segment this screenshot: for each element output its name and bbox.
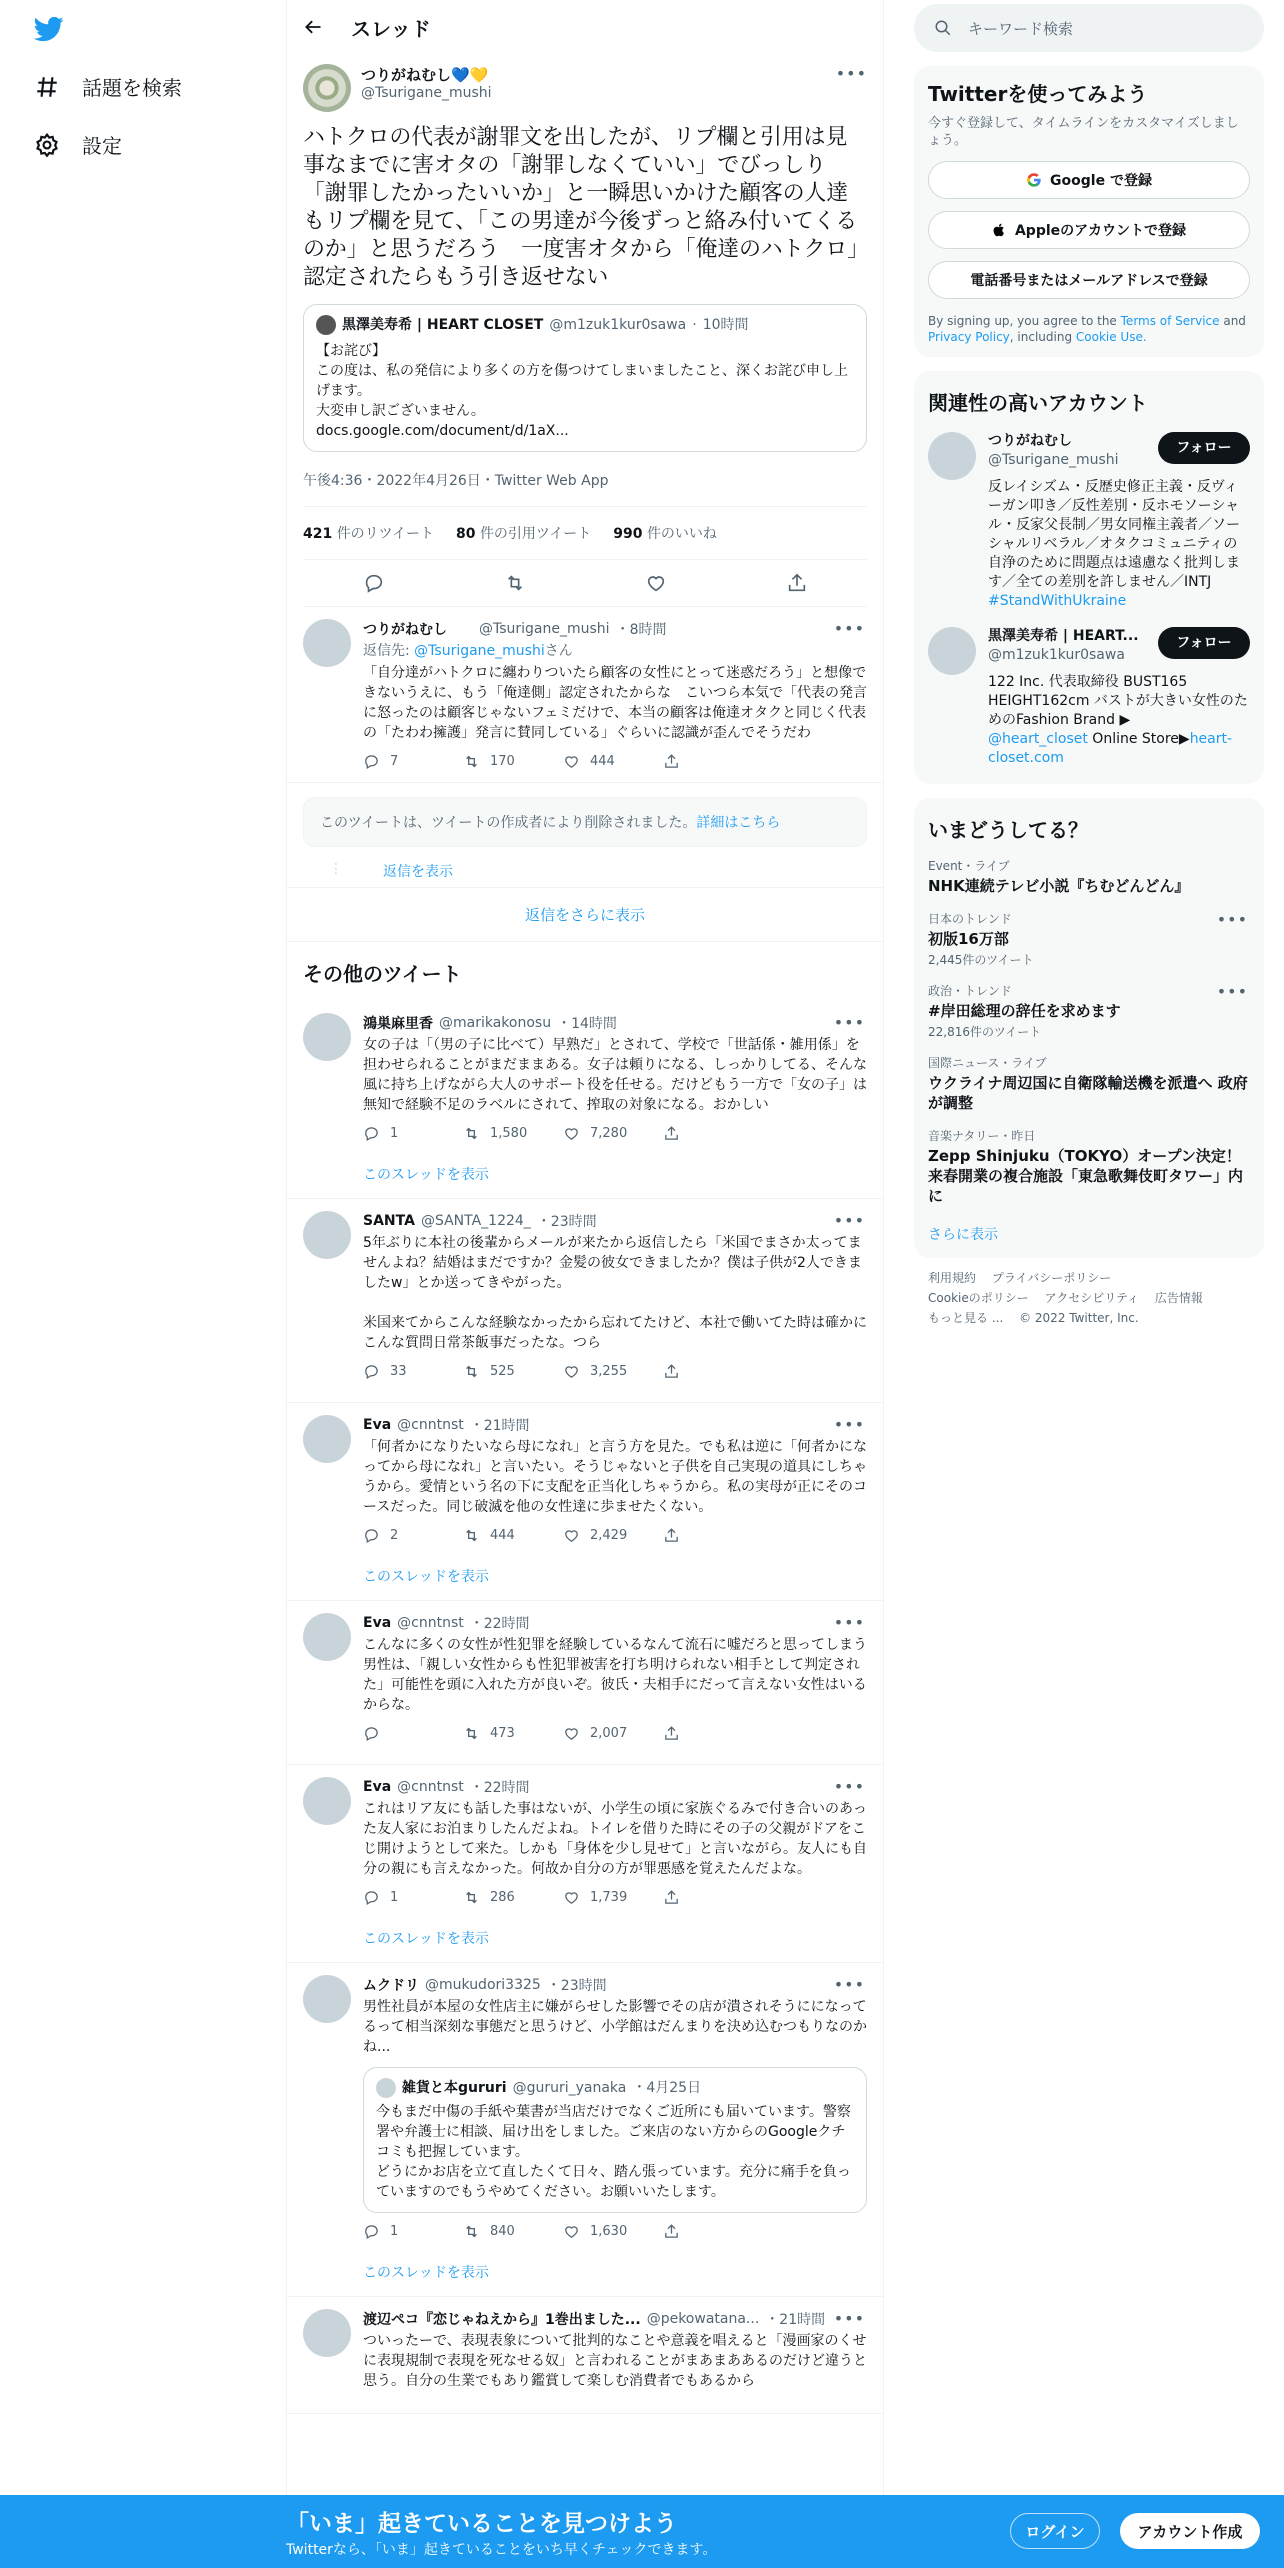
other-tweet[interactable] (287, 1601, 883, 1754)
author-handle[interactable]: @Tsurigane_mushi (361, 85, 492, 101)
main-tweet-header (287, 54, 883, 112)
tweet-text: これはリア友にも話した事はないが、小学生の頃に家族ぐるみで付き合いのあった友人家にお泊まりしたんだよね。トイレを借りた時にその子の父親がドアをこじ開けようとして来た。しかも「身体を少し見せて」と言いながら。友人にも自分の親にも言えなかった。何故か自分の方が罪悪感を覚えたんだよな。 (363, 1801, 867, 1877)
main-tweet-actions (303, 560, 867, 607)
other-tweet-block (287, 1001, 883, 1199)
hashtag-icon (34, 74, 60, 100)
quoted-line: この度は、私の発信により多くの方を傷つけてしまいましたこと、深くお詫び申し上げます。 (316, 363, 848, 399)
reply-button[interactable]: 1 (363, 1889, 463, 1906)
retweet-icon[interactable] (504, 572, 526, 594)
quoted-time: ・4月25日 (632, 2080, 702, 2096)
more-options-icon[interactable]: ••• (833, 619, 865, 638)
trend-category: 日本のトレンド (928, 912, 1012, 926)
account-name[interactable]: 黒澤美寿希 | HEART... (988, 628, 1139, 644)
tweet-stats (303, 507, 867, 560)
main-column (286, 0, 884, 2568)
tweet-text: 女の子は「（男の子に比べて）早熟だ」とされて、学校で「世話係・雑用係」を担わせられることがまだままある。女子は頼りになる、しっかりしてる、そんな風に持ち上げながら大人のサポート役を任せる。だけどもう一方で「女の子」は無知で経験不足のラベルにされて、搾取の対象になる。おかしい (363, 1037, 867, 1113)
other-tweet[interactable] (287, 1001, 883, 1154)
retweet-button[interactable]: 444 (463, 1527, 563, 1544)
author-name[interactable]: つりがねむし💙💛 (361, 66, 489, 84)
retweet-button[interactable]: 525 (463, 1363, 563, 1380)
tweet-text: ついったーで、表現表象について批判的なことや意義を唱えると「漫画家のくせに表現規制で表現を死なせる奴」と言われることがまあまああるのだけど違うと思う。自分の生業でもあり鑑賞して楽しむ消費者でもあるから (363, 2333, 867, 2389)
author-handle[interactable]: @pekowatana... (646, 2311, 760, 2327)
phone-email-signup-button[interactable]: 電話番号またはメールアドレスで登録 (928, 261, 1250, 299)
quoted-link: docs.google.com/document/d/1aX... (316, 423, 569, 439)
follow-button[interactable]: フォロー (1158, 627, 1250, 659)
search-icon (934, 19, 952, 37)
author-handle[interactable]: @SANTA_1224_ (420, 1213, 531, 1229)
other-tweet-block (287, 1601, 883, 1765)
trend-name: #岸田総理の辞任を求めます (928, 1002, 1121, 1020)
back-arrow-icon[interactable] (303, 17, 323, 37)
related-accounts-title: 関連性の高いアカウント (928, 391, 1148, 415)
author-name[interactable]: つりがねむし (363, 622, 447, 638)
share-icon (663, 2223, 680, 2240)
quoted-time: 10時間 (702, 317, 749, 333)
show-thread-link[interactable]: このスレッドを表示 (363, 1167, 489, 1183)
like-icon (563, 1725, 580, 1742)
author-name[interactable]: ムクドリ (363, 1978, 419, 1994)
gear-icon (34, 132, 60, 158)
footer-link[interactable]: 広告情報 (1154, 1291, 1203, 1305)
more-options-icon[interactable]: ••• (833, 1613, 865, 1632)
footer-more-link[interactable]: もっと見る ... (928, 1311, 1004, 1325)
signup-card (914, 66, 1264, 357)
tweet-time[interactable]: ・21時間 (765, 2312, 826, 2328)
footer-link[interactable]: Cookieのポリシー (928, 1291, 1029, 1305)
terms-link[interactable]: Terms of Service (1120, 314, 1220, 328)
nav-settings-label: 設定 (82, 134, 122, 158)
reply-to-link[interactable]: @Tsurigane_mushi (414, 643, 545, 659)
quoted-tweet[interactable] (363, 2067, 867, 2213)
trend-name: 初版16万部 (928, 930, 1009, 948)
show-replies-row (287, 855, 883, 888)
more-options-icon[interactable]: ••• (833, 1975, 865, 1994)
tweet-text: 「自分達がハトクロに纏わりついたら顧客の女性にとって迷惑だろう」と想像できないうえに、もう「俺達側」認定されたからな こいつら本気で「代表の発言に怒ったのは顧客じゃないフェミだけで、本当の顧客は俺達オタクと同じく代表の「たわわ擁護」発言に賛同している」ぐらいに認識が歪んでそうだわ (363, 665, 867, 741)
twitter-logo-icon[interactable] (34, 14, 64, 44)
retweet-icon (463, 1527, 480, 1544)
banner-title: 「いま」起きていることを見つけよう (286, 2511, 677, 2537)
avatar[interactable] (303, 619, 351, 667)
share-button[interactable] (663, 1527, 763, 1544)
avatar[interactable] (303, 1013, 351, 1061)
page-title: スレッド (351, 16, 431, 41)
more-options-icon[interactable]: ••• (1216, 910, 1248, 929)
retweet-button[interactable]: 170 (463, 753, 563, 770)
reply-to-label: 返信先: (363, 643, 415, 659)
avatar[interactable] (928, 627, 976, 675)
other-tweet-block (287, 1199, 883, 1403)
like-button[interactable]: 2,429 (563, 1527, 663, 1544)
avatar[interactable] (303, 1211, 351, 1259)
trend-count: 2,445件のツイート (928, 953, 1034, 967)
privacy-link[interactable]: Privacy Policy (928, 330, 1010, 344)
reply-icon (363, 1527, 380, 1544)
author-handle[interactable]: @cnntnst (397, 1779, 464, 1795)
more-options-icon[interactable]: ••• (1216, 982, 1248, 1001)
tweet-text: 男性社員が本屋の女性店主に嫌がらせした影響でその店が潰されそうにになってるって相当深刻な事態だと思うけど、小学館はだんまりを決め込むつもりなのかね... (363, 1999, 867, 2055)
trend-name: ウクライナ周辺国に自衛隊輸送機を派遣へ 政府が調整 (928, 1074, 1248, 1112)
author-handle[interactable]: @mukudori3325 (425, 1977, 541, 1993)
signup-subtitle: 今すぐ登録して、タイムラインをカスタマイズしましょう。 (928, 116, 1239, 148)
quoted-author-handle: @m1zuk1kur0sawa (549, 317, 687, 333)
retweet-icon (463, 1363, 480, 1380)
account-bio: 反レイシズム・反歴史修正主義・反ヴィーガン叩き／反性差別・反ホモソーシャル・反家父長制／男女同権主義者／ソーシャルリベラル／オタクコミュニティの自浄のために問題点は遠慮なく批判します／全ての差別を許しません／INTJ (988, 479, 1240, 590)
more-options-icon[interactable]: ••• (833, 1415, 865, 1434)
like-icon (563, 1527, 580, 1544)
quoted-tweet[interactable]: 黒澤美寿希 | HEART CLOSET @m1zuk1kur0sawa · 10時間 【お詫び】 この度は、私の発信により多くの方を傷つけてしまいましたこと、深くお詫び申し上げます。 大変申し訳ございません。 docs.google.com/document/d/1aX... (303, 304, 867, 452)
more-options-icon[interactable]: ••• (833, 2309, 865, 2328)
tweet-actions (363, 1363, 867, 1380)
author-name[interactable]: SANTA (363, 1213, 415, 1229)
reply-icon (363, 753, 380, 770)
share-icon (663, 1889, 680, 1906)
reply-button[interactable]: 1 (363, 2223, 463, 2240)
retweet-button[interactable]: 473 (463, 1725, 563, 1742)
retweet-button[interactable]: 286 (463, 1889, 563, 1906)
footer-link[interactable]: 利用規約 (928, 1271, 977, 1285)
account-bio: 122 Inc. 代表取締役 BUST165 HEIGHT162cm バストが大きい女性のためのFashion Brand ▶ (988, 674, 1248, 728)
google-signup-button[interactable]: Google で登録 (928, 161, 1250, 199)
quote-count[interactable]: 80 件の引用ツイート (456, 526, 592, 542)
other-tweet[interactable] (287, 1963, 883, 2252)
share-icon (663, 1527, 680, 1544)
author-name[interactable]: Eva (363, 1615, 392, 1631)
trend-category: 政治・トレンド (928, 984, 1012, 998)
trends-show-more[interactable]: さらに表示 (928, 1227, 998, 1243)
copyright: © 2022 Twitter, Inc. (1019, 1311, 1139, 1325)
like-icon (563, 1889, 580, 1906)
show-replies-link[interactable]: 返信を表示 (383, 864, 453, 880)
avatar[interactable] (303, 64, 351, 112)
share-icon[interactable] (786, 572, 808, 594)
other-tweet[interactable] (287, 2297, 883, 2403)
trend-category: 国際ニュース・ライブ (928, 1056, 1047, 1070)
tweet-time[interactable]: ・22時間 (469, 1780, 530, 1796)
like-icon (563, 1125, 580, 1142)
avatar[interactable] (303, 1415, 351, 1463)
account-handle[interactable]: @m1zuk1kur0sawa (988, 647, 1125, 663)
right-sidebar (914, 0, 1264, 1338)
retweet-button[interactable]: 840 (463, 2223, 563, 2240)
account-name[interactable]: つりがねむし (988, 433, 1072, 449)
trend-name: Zepp Shinjuku（TOKYO）オープン決定！来春開業の複合施設「東急歌舞伎町タワー」内に (928, 1147, 1244, 1205)
trend-item[interactable] (928, 982, 1250, 1040)
account-bio-hashtag[interactable]: #StandWithUkraine (988, 593, 1127, 609)
learn-more-link[interactable]: 詳細はこちら (696, 815, 781, 831)
avatar[interactable] (303, 1975, 351, 2023)
avatar[interactable] (303, 1777, 351, 1825)
like-icon[interactable] (645, 572, 667, 594)
quoted-author-name: 雑貨と本gururi (402, 2080, 507, 2096)
reply-icon (363, 1125, 380, 1142)
thread-dots-icon: ⋮ (329, 861, 343, 877)
author-name[interactable]: Eva (363, 1779, 392, 1795)
share-button[interactable] (663, 2223, 763, 2240)
account-item[interactable] (928, 432, 1250, 611)
footer-links (914, 1258, 1264, 1338)
search-placeholder: キーワード検索 (968, 19, 1074, 38)
show-thread-link[interactable]: このスレッドを表示 (363, 1569, 489, 1585)
reply-button[interactable]: 1 (363, 1125, 463, 1142)
more-replies-link[interactable]: 返信をさらに表示 (524, 906, 645, 924)
tweet-time[interactable]: ・14時間 (557, 1016, 617, 1032)
quoted-text: 今もまだ中傷の手紙や葉書が当店だけでなくご近所にも届いています。警察署や弁護士に相談、届け出をしました。ご来店のない方からのGoogleクチコミも把握しています。 どうにかお店を立て直したくて日々、踏ん張っています。充分に痛手を負っていますのでもうやめてください。お願いいたします。 (376, 2104, 851, 2200)
reply-tweet[interactable] (287, 607, 883, 783)
main-tweet-text: ハトクロの代表が謝罪文を出したが、リプ欄と引用は見事なまでに害オタの「謝罪しなくていい」でびっしり 「謝罪したかったいいか」と一瞬思いかけた顧客の人達もリプ欄を見て、「この男達が今後ずっと絡み付いてくるのか」と思うだろう 一度害オタから「俺達のハトクロ」認定されたらもう引き返せない (303, 125, 858, 290)
tweet-actions (363, 1725, 867, 1742)
trend-item[interactable] (928, 910, 1250, 968)
retweet-icon (463, 1889, 480, 1906)
google-icon (1026, 172, 1042, 188)
trend-item[interactable] (928, 857, 1250, 896)
other-tweets-heading: その他のツイート (303, 962, 462, 986)
reply-button[interactable] (363, 1725, 463, 1742)
account-bio-link[interactable]: @heart_closet (988, 731, 1088, 747)
tweet-text: こんなに多くの女性が性犯罪を経験しているなんて流石に嘘だろと思ってしまう男性は、「親しい女性からも性犯罪被害を打ち明けられない相手として判定された」可能性を頭に入れた方が良いぞ。彼氏・夫相手にだって言えない女性はいるからな。 (363, 1637, 867, 1713)
author-handle[interactable]: @Tsurigane_mushi (479, 621, 610, 637)
retweet-icon (463, 2223, 480, 2240)
more-options-icon[interactable]: ••• (833, 1777, 865, 1796)
other-tweet-block (287, 1765, 883, 1963)
tweet-text: 「何者かになりたいなら母になれ」と言う方を見た。でも私は逆に「何者かになってから母になれ」と言いたい。そうじゃないと子供を自己実現の道具にしちゃうから。愛情という名の下に支配を正当化しちゃうから。私の実母が正にそのコースだった。同じ破滅を他の女性達に歩ませたくない。 (363, 1439, 867, 1515)
account-item[interactable]: 黒澤美寿希 | HEART... @m1zuk1kur0sawa フォロー 122 Inc. 代表取締役 BUST165 HEIGHT162cm バストが大きい女性のためのFashion Brand ▶ @heart_closet Online Store▶heart-closet.com (928, 627, 1250, 768)
other-tweet[interactable] (287, 1199, 883, 1392)
other-tweet-block (287, 1403, 883, 1601)
nav-explore[interactable] (34, 72, 182, 101)
cookie-link[interactable]: Cookie Use. (1075, 330, 1147, 344)
reply-icon (363, 1889, 380, 1906)
signup-button[interactable]: アカウント作成 (1120, 2513, 1260, 2549)
avatar[interactable] (303, 2309, 351, 2357)
account-bio-link[interactable]: heart-closet.com (988, 731, 1233, 766)
author-name[interactable]: Eva (363, 1417, 392, 1433)
tweet-actions (363, 2223, 867, 2240)
trend-item[interactable] (928, 1127, 1250, 1206)
reply-icon (363, 1363, 380, 1380)
author-name[interactable]: 渡辺ペコ『恋じゃねえから』1巻出ました... (363, 2312, 641, 2328)
login-button[interactable]: ログイン (1010, 2513, 1100, 2549)
banner-subtitle: Twitterなら、「いま」起きていることをいち早くチェックできます。 (286, 2542, 717, 2558)
trend-name: NHK連続テレビ小説『ちむどんどん』 (928, 877, 1190, 895)
quoted-avatar (376, 2078, 396, 2098)
share-icon (663, 1125, 680, 1142)
more-options-icon[interactable]: ••• (833, 1013, 865, 1032)
quoted-line: 大変申し訳ございません。 (316, 403, 485, 419)
show-thread-link[interactable]: このスレッドを表示 (363, 1931, 489, 1947)
share-button[interactable] (663, 1889, 763, 1906)
like-button[interactable]: 2,007 (563, 1725, 663, 1742)
more-options-icon[interactable]: ••• (833, 1211, 865, 1230)
like-icon (563, 2223, 580, 2240)
like-button[interactable]: 1,739 (563, 1889, 663, 1906)
retweet-icon (463, 753, 480, 770)
footer-link[interactable]: アクセシビリティ (1044, 1291, 1140, 1305)
tweet-time[interactable]: ・23時間 (536, 1214, 597, 1230)
other-tweet-block (287, 1963, 883, 2297)
thread-header (287, 0, 883, 54)
tweet-time[interactable]: ・8時間 (615, 622, 667, 638)
author-handle[interactable]: @cnntnst (397, 1417, 464, 1433)
share-button[interactable] (663, 753, 763, 770)
share-icon (663, 1363, 680, 1380)
author-handle[interactable]: @cnntnst (397, 1615, 464, 1631)
avatar[interactable] (303, 1613, 351, 1661)
apple-signup-button[interactable]: Appleのアカウントで登録 (928, 211, 1250, 249)
tweet-meta: 午後4:36・2022年4月26日・Twitter Web App (303, 452, 867, 507)
nav-explore-label: 話題を検索 (82, 76, 182, 100)
trend-category: Event・ライブ (928, 859, 1010, 873)
signup-title: Twitterを使ってみよう (928, 82, 1148, 106)
left-nav (0, 0, 286, 2568)
share-icon (663, 1725, 680, 1742)
tweet-time[interactable]: ・21時間 (469, 1418, 530, 1434)
follow-button[interactable]: フォロー (1158, 432, 1250, 464)
more-options-icon[interactable]: ••• (835, 64, 867, 83)
share-button[interactable] (663, 1125, 763, 1142)
tweet-actions (363, 1527, 867, 1544)
like-button[interactable]: 444 (563, 753, 663, 770)
quoted-line: 【お詫び】 (316, 343, 386, 359)
author-handle[interactable]: @marikakonosu (439, 1015, 552, 1031)
search-bar[interactable] (914, 4, 1264, 52)
reply-icon (363, 2223, 380, 2240)
other-tweets-list (287, 1001, 883, 2414)
reply-button[interactable]: 7 (363, 753, 463, 770)
tweet-time[interactable]: ・22時間 (469, 1616, 530, 1632)
tweet-actions (363, 1889, 867, 1906)
retweet-icon (463, 1725, 480, 1742)
author-name[interactable]: 鴻巣麻里香 (363, 1016, 433, 1032)
trends-title: いまどうしてる？ (928, 818, 1088, 842)
show-thread-link[interactable]: このスレッドを表示 (363, 2265, 489, 2281)
retweet-button[interactable]: 1,580 (463, 1125, 563, 1142)
trends-card (914, 798, 1264, 1258)
other-tweet[interactable] (287, 1403, 883, 1556)
footer-link[interactable]: プライバシーポリシー (991, 1271, 1112, 1285)
deleted-tweet-notice: このツイートは、ツイートの作成者により削除されました。詳細はこちら (303, 797, 867, 847)
retweet-count[interactable]: 421 件のリツイート (303, 526, 434, 542)
share-button[interactable] (663, 1725, 763, 1742)
reply-button[interactable]: 2 (363, 1527, 463, 1544)
reply-button[interactable]: 33 (363, 1363, 463, 1380)
apple-icon (992, 222, 1007, 238)
tweet-actions (363, 1125, 867, 1142)
trend-count: 22,816件のツイート (928, 1025, 1042, 1039)
like-count[interactable]: 990 件のいいね (613, 526, 717, 542)
like-button[interactable]: 7,280 (563, 1125, 663, 1142)
share-button[interactable] (663, 1363, 763, 1380)
share-icon (663, 753, 680, 770)
signup-banner (0, 2495, 1284, 2568)
quoted-author-name: 黒澤美寿希 | HEART CLOSET (342, 317, 544, 333)
quoted-author-handle: @gururi_yanaka (512, 2080, 627, 2096)
like-button[interactable]: 3,255 (563, 1363, 663, 1380)
quoted-avatar (316, 315, 336, 335)
trend-item[interactable] (928, 1054, 1250, 1113)
like-icon (563, 1363, 580, 1380)
like-icon (563, 753, 580, 770)
tweet-time[interactable]: ・23時間 (546, 1978, 607, 1994)
tweet-text: 5年ぶりに本社の後輩からメールが来たから返信したら「米国でまさか太ってませんよね？結婚はまだですか？金髪の彼女できましたか？僕は子供が2人できましたw」とか送ってきやがった。 米国来てからこんな経験なかったから忘れてたけど、本社で働いてた時は確かにこんな質問日常茶飯事だったな。つら (363, 1235, 867, 1351)
reply-icon[interactable] (363, 572, 385, 594)
related-accounts-card (914, 371, 1264, 784)
avatar[interactable] (928, 432, 976, 480)
account-handle[interactable]: @Tsurigane_mushi (988, 452, 1119, 468)
other-tweet-block (287, 2297, 883, 2414)
other-tweet[interactable] (287, 1765, 883, 1918)
signup-terms: By signing up, you agree to the Terms of Service and Privacy Policy, including Cookie Use. (928, 314, 1246, 344)
trend-category: 音楽ナタリー・昨日 (928, 1129, 1036, 1143)
nav-settings[interactable] (34, 130, 122, 159)
reply-icon (363, 1725, 380, 1742)
tweet-actions (363, 753, 867, 770)
retweet-icon (463, 1125, 480, 1142)
reply-to-suffix: さん (544, 643, 573, 659)
like-button[interactable]: 1,630 (563, 2223, 663, 2240)
